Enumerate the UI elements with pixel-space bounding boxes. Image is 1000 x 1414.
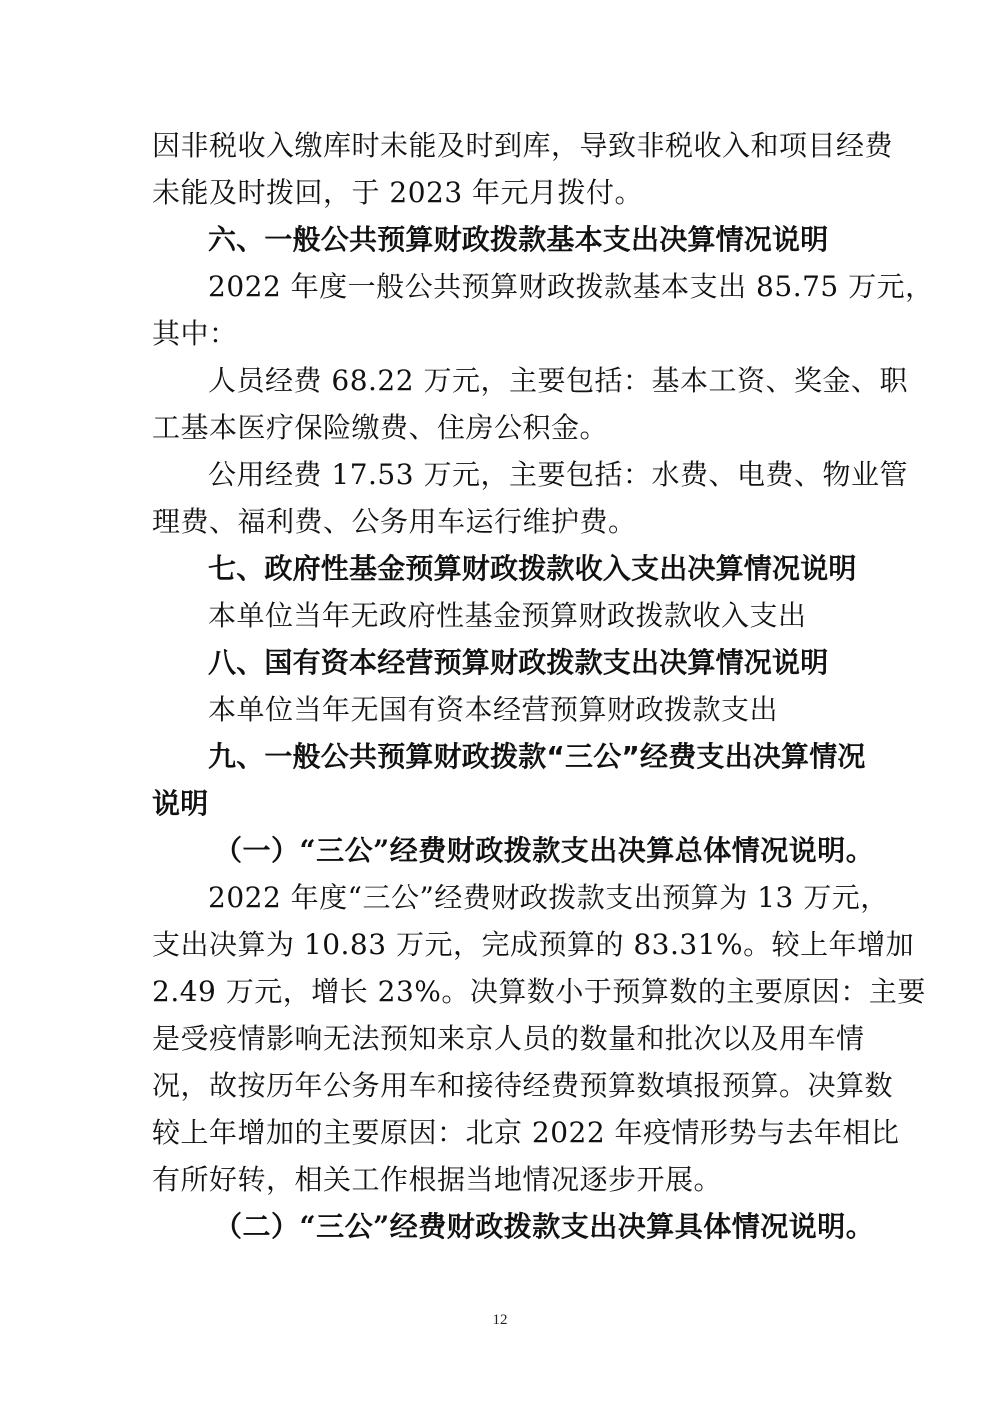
paragraph-line: 有所好转，相关工作根据当地情况逐步开展。: [152, 1163, 723, 1196]
paragraph-line: 工基本医疗保险缴费、住房公积金。: [152, 411, 609, 444]
paragraph-line: 2022 年度“三公”经费财政拨款支出预算为 13 万元，: [208, 881, 889, 914]
section-heading-7: 七、政府性基金预算财政拨款收入支出决算情况说明: [208, 552, 857, 585]
paragraph-line: 2022 年度一般公共预算财政拨款基本支出 85.75 万元，: [208, 270, 934, 303]
paragraph-line: 人员经费 68.22 万元，主要包括：基本工资、奖金、职: [208, 364, 908, 397]
paragraph-line: 本单位当年无国有资本经营预算财政拨款支出: [208, 693, 779, 726]
section-heading-9: 九、一般公共预算财政拨款“三公”经费支出决算情况: [208, 740, 866, 773]
subsection-heading-1: （一）“三公”经费财政拨款支出决算总体情况说明。: [214, 834, 875, 867]
page-number: 12: [492, 1312, 508, 1328]
document-body: [152, 122, 934, 1250]
paragraph-line: 本单位当年无政府性基金预算财政拨款收入支出: [208, 599, 807, 632]
section-heading-9-continued: 说明: [152, 787, 209, 820]
paragraph-line: 较上年增加的主要原因：北京 2022 年疫情形势与去年相比: [152, 1116, 900, 1149]
paragraph-line: 2.49 万元，增长 23%。决算数小于预算数的主要原因：主要: [152, 975, 926, 1008]
subsection-heading-2: （二）“三公”经费财政拨款支出决算具体情况说明。: [214, 1210, 875, 1243]
paragraph-line: 支出决算为 10.83 万元，完成预算的 83.31%。较上年增加: [152, 928, 915, 961]
paragraph-line: 因非税收入缴库时未能及时到库，导致非税收入和项目经费: [152, 129, 894, 162]
section-heading-6: 六、一般公共预算财政拨款基本支出决算情况说明: [208, 223, 829, 256]
paragraph-line: 其中：: [152, 317, 238, 350]
paragraph-line: 是受疫情影响无法预知来京人员的数量和批次以及用车情: [152, 1022, 865, 1055]
paragraph-line: 理费、福利费、公务用车运行维护费。: [152, 505, 637, 538]
paragraph-line: 公用经费 17.53 万元，主要包括：水费、电费、物业管: [208, 458, 908, 491]
paragraph-line: 况，故按历年公务用车和接待经费预算数填报预算。决算数: [152, 1069, 894, 1102]
section-heading-8: 八、国有资本经营预算财政拨款支出决算情况说明: [208, 646, 829, 679]
paragraph-line: 未能及时拨回，于 2023 年元月拨付。: [152, 176, 644, 209]
